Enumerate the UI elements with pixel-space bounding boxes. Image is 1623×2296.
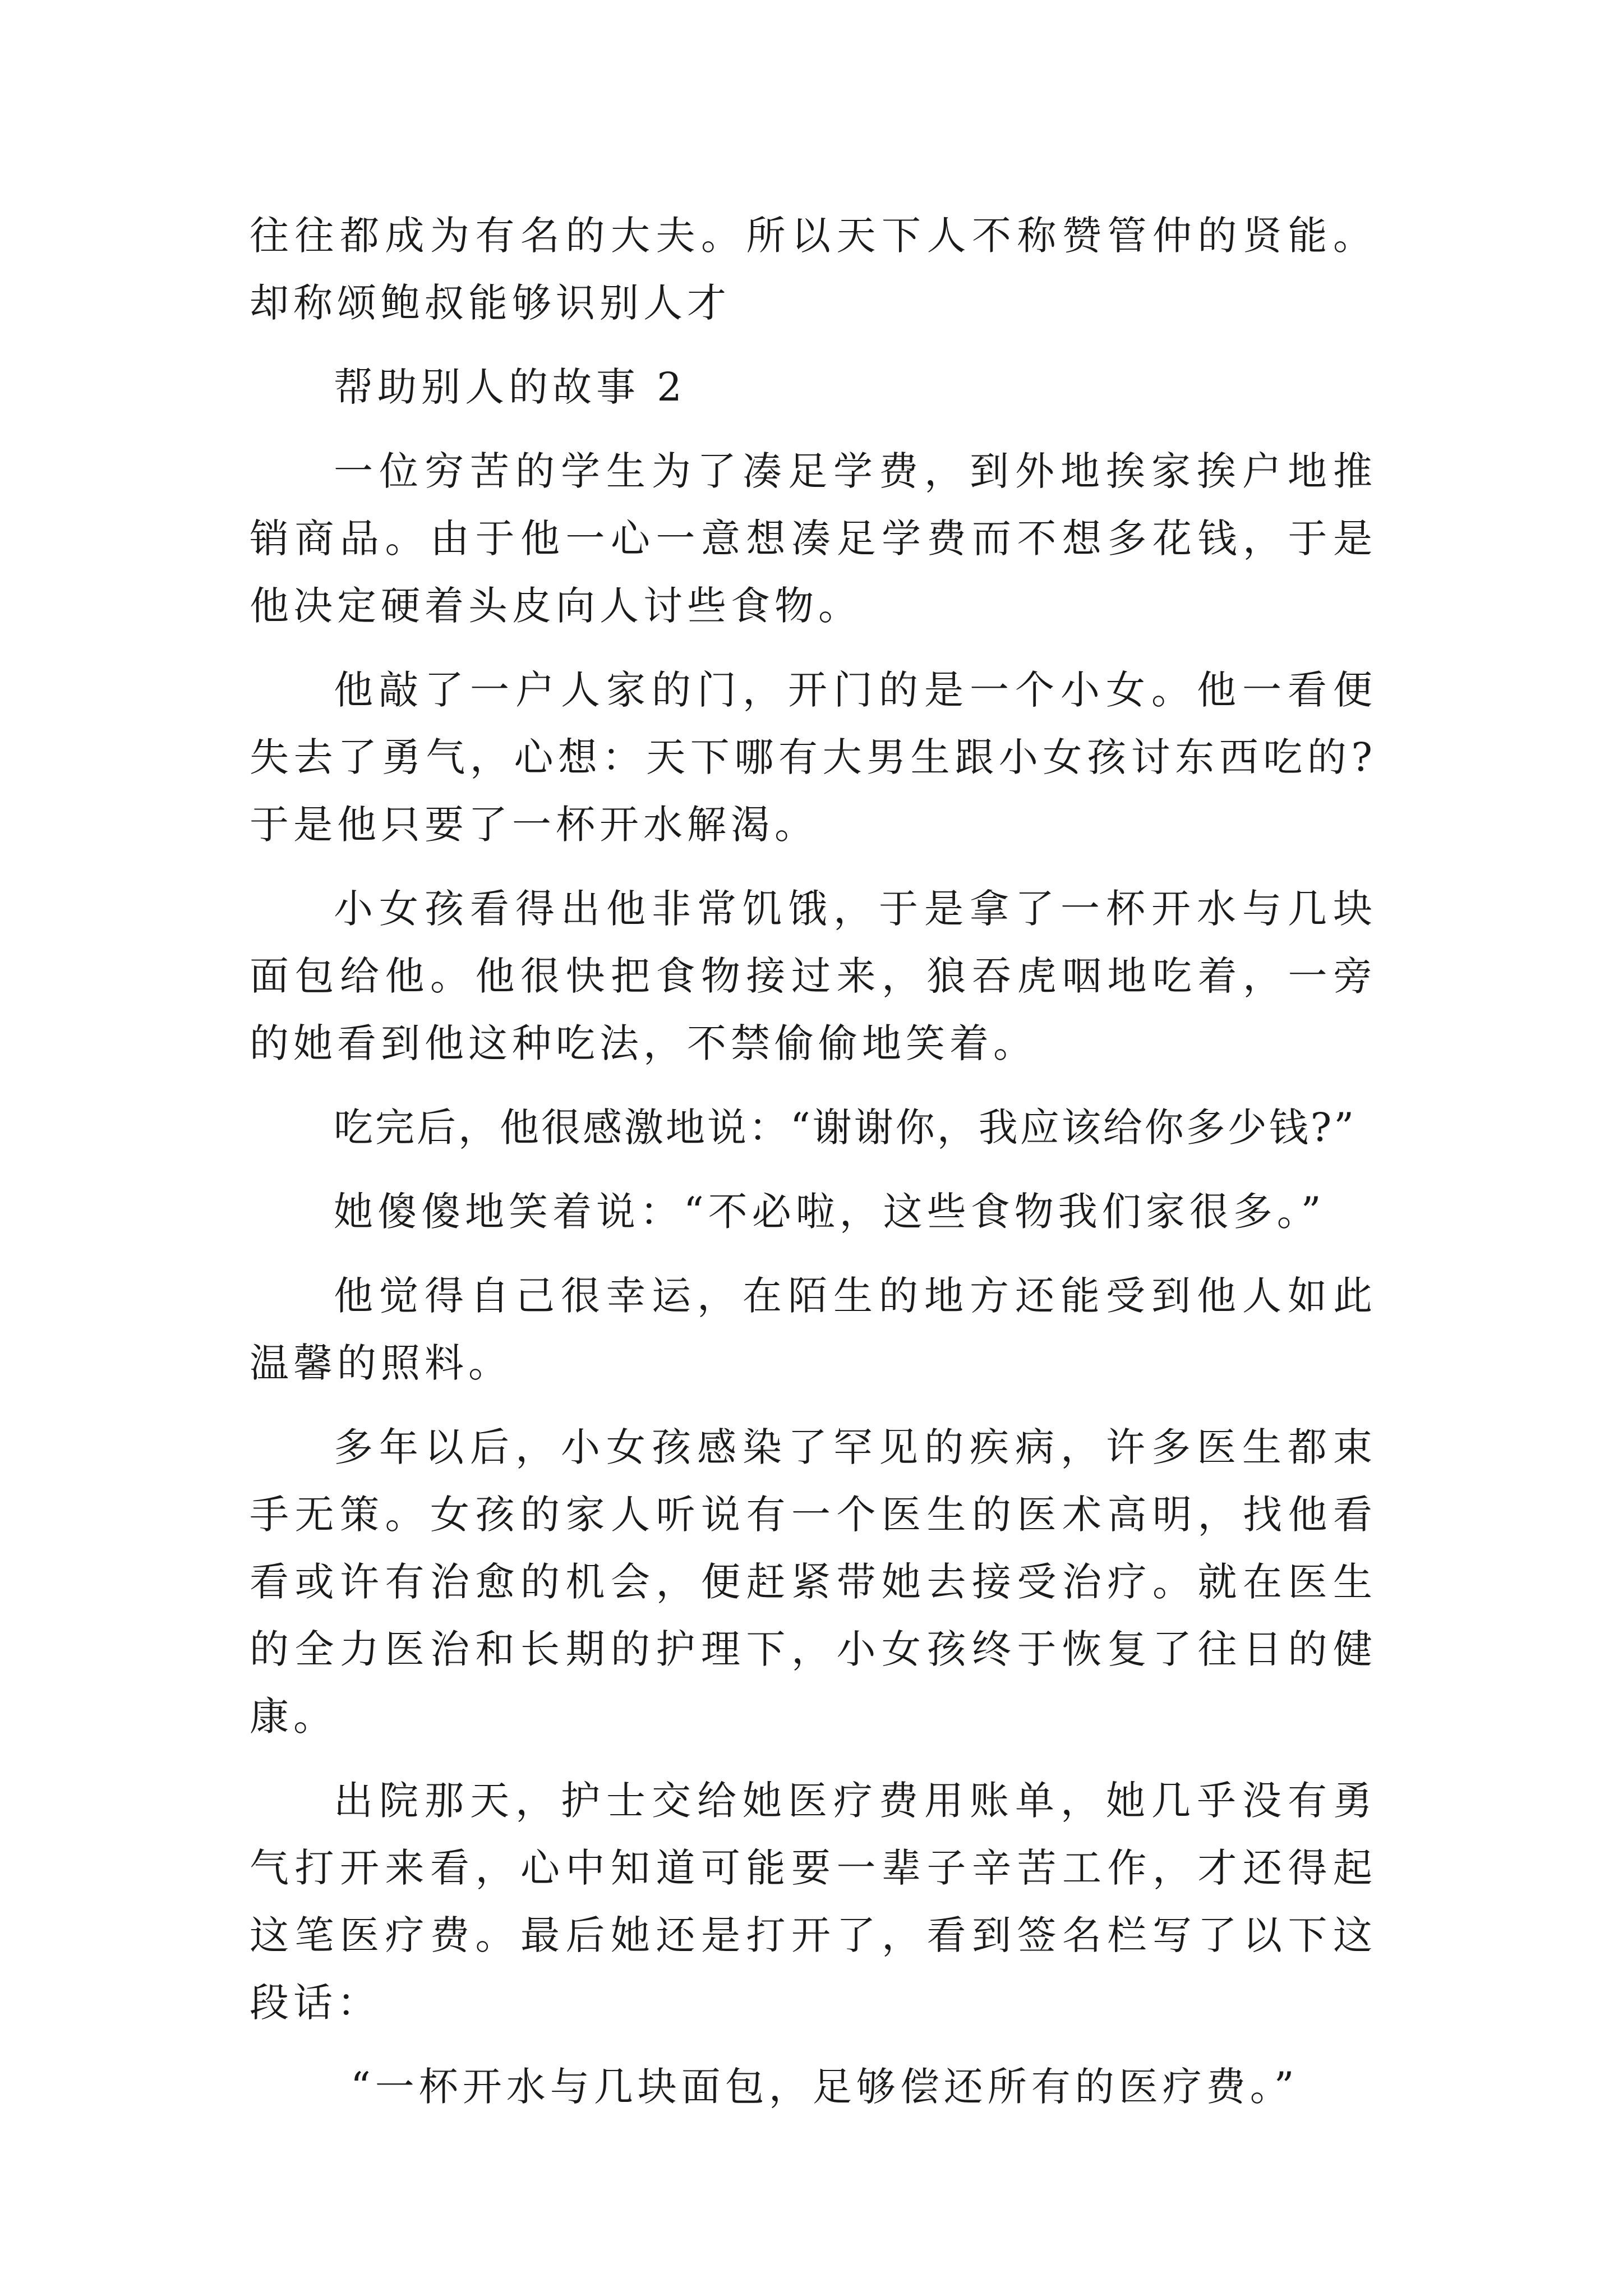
paragraph: 多年以后，小女孩感染了罕见的疾病，许多医生都束手无策。女孩的家人听说有一个医生的医术高明，找他看看或许有治愈的机会，便赶紧带她去接受治疗。就在医生的全力医治和长期的护理下，小女孩终于恢复了往日的健康。 [250,1424,1377,1740]
document-body [250,202,1377,2137]
paragraph: 他敲了一户人家的门，开门的是一个小女。他一看便失去了勇气，心想：天下哪有大男生跟小女孩讨东西吃的?于是他只要了一杯开水解渴。 [250,667,1377,848]
paragraph: 一位穷苦的学生为了凑足学费，到外地挨家挨户地推销商品。由于他一心一意想凑足学费而不想多花钱，于是他决定硬着头皮向人讨些食物。 [250,448,1377,629]
paragraph-dialogue: 她傻傻地笑着说：“不必啦，这些食物我们家很多。” [334,1189,1326,1235]
paragraph-dialogue: 吃完后，他很感激地说：“谢谢你，我应该给你多少钱?” [334,1105,1357,1151]
paragraph: 小女孩看得出他非常饥饿，于是拿了一杯开水与几块面包给他。他很快把食物接过来，狼吞虎咽地吃着，一旁的她看到他这种吃法，不禁偷偷地笑着。 [250,886,1377,1066]
closing-quote: “一杯开水与几块面包，足够偿还所有的医疗费。” [351,2064,1299,2110]
paragraph: 出院那天，护士交给她医疗费用账单，她几乎没有勇气打开来看，心中知道可能要一辈子辛苦工作，才还得起这笔医疗费。最后她还是打开了，看到签名栏写了以下这段话： [250,1778,1377,2026]
paragraph: 他觉得自己很幸运，在陌生的地方还能受到他人如此温馨的照料。 [250,1273,1377,1386]
paragraph-continuation: 往往都成为有名的大夫。所以天下人不称赞管仲的贤能。却称颂鲍叔能够识别人才 [250,213,1377,326]
section-heading: 帮助别人的故事 2 [334,364,686,410]
